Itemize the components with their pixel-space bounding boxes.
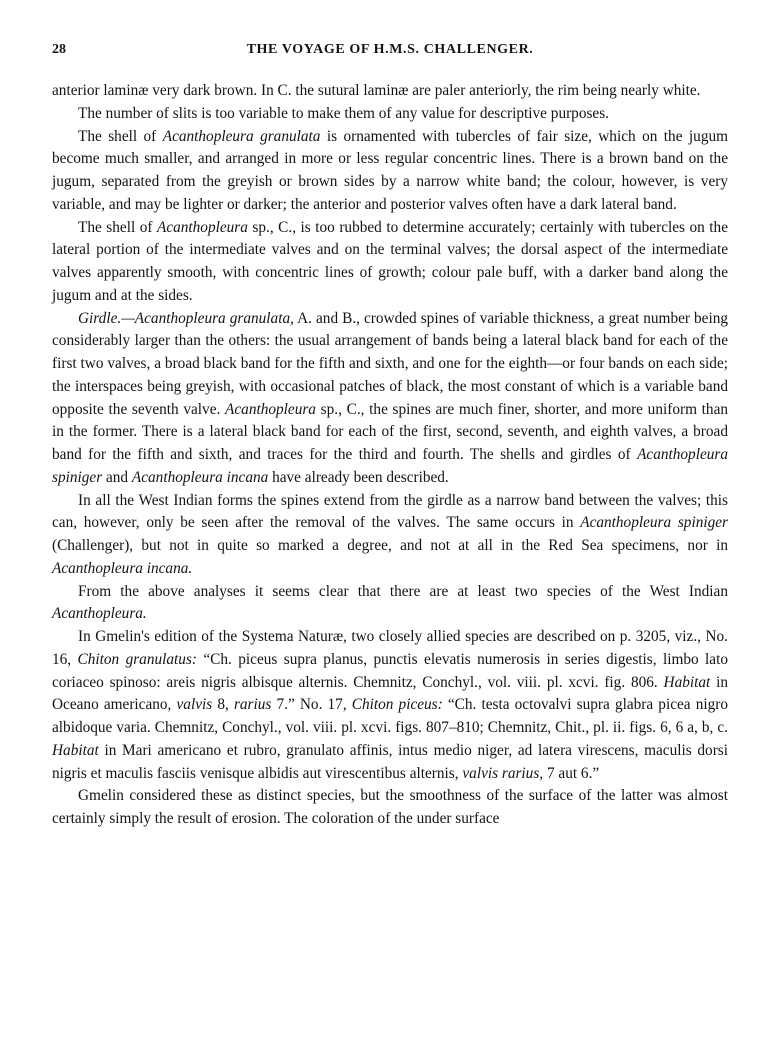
text-run: 7.” No. 17, bbox=[271, 696, 352, 714]
italic-run: Acanthopleura spiniger bbox=[52, 446, 728, 486]
body-paragraph bbox=[52, 217, 728, 308]
text-run: From the above analyses it seems clear that there are at least two species of the West Indian bbox=[78, 582, 728, 600]
body-paragraph bbox=[52, 308, 728, 490]
italic-run: Acanthopleura bbox=[156, 218, 248, 236]
italic-run: Habitat bbox=[52, 741, 99, 759]
running-header bbox=[52, 42, 728, 66]
body-paragraph bbox=[52, 626, 728, 785]
italic-run: Acanthopleura bbox=[225, 400, 316, 418]
text-run: sp., C., the spines are much finer, shorter, and more uniform than in the former. There is a lateral black band for each of the first, second, seventh, and eighth valves, a broad band for the fifth and sixth, and traces for the third and fourth. The shells and girdles of bbox=[52, 400, 729, 463]
text-run: in Oceano americano, bbox=[52, 673, 728, 714]
italic-run: Acanthopleura spiniger bbox=[580, 514, 728, 532]
text-run: in Mari americano et rubro, granulato affinis, intus medio niger, ad latera virescens, maculis dorsi nigris et maculis fasciis venisque albidis aut virescentibus alternis, bbox=[52, 741, 728, 782]
italic-run: Acanthopleura incana. bbox=[52, 559, 193, 577]
italic-run: Chiton piceus: bbox=[351, 696, 443, 714]
body-paragraph bbox=[52, 103, 728, 126]
running-title: THE VOYAGE OF H.M.S. CHALLENGER. bbox=[246, 42, 534, 57]
text-run: The shell of bbox=[78, 127, 163, 145]
text-run: have already been described. bbox=[268, 468, 449, 486]
body-paragraph bbox=[52, 126, 728, 217]
italic-run: Chiton granulatus: bbox=[77, 650, 197, 668]
italic-run: rarius bbox=[233, 696, 272, 714]
text-run: “Ch. testa octovalvi supra glabra picea nigro albidoque varia. Chemnitz, Conchyl., vol. viii. pl. xcvi. figs. 807–810; Chemnitz, Chit., pl. ii. figs. 6, 6 a, b, c. bbox=[52, 696, 728, 736]
body-paragraph bbox=[52, 581, 728, 627]
text-run: and bbox=[102, 468, 132, 486]
text-run: In all the West Indian forms the spines extend from the girdle as a narrow band between the valves; this can, however, only be seen after the removal of the valves. The same occurs in bbox=[52, 491, 728, 532]
text-run: The shell of bbox=[78, 218, 157, 236]
text-run: Gmelin considered these as distinct species, but the smoothness of the surface of the latter was almost certainly simply the result of erosion. The coloration of the under surface bbox=[52, 787, 728, 827]
page-number: 28 bbox=[52, 42, 66, 57]
text-run: A. and B., crowded spines of variable thickness, a great number being considerably larger than the others: the usual arrangement of bands being a lateral black band for each of the first two valves, a broad black band for the fifth and sixth, and one for the eighth—or four bands on each side; the interspaces being greyish, with occasional patches of black, the most constant of which is a variable band opposite the seventh valve. bbox=[52, 309, 729, 418]
italic-run: valvis bbox=[176, 696, 213, 714]
italic-run: valvis rarius, bbox=[462, 764, 544, 782]
text-run: 7 aut 6.” bbox=[543, 764, 600, 782]
body-text bbox=[52, 80, 728, 831]
text-run: “Ch. piceus supra planus, punctis elevatis numerosis in series digestis, limbo lato coriaceo spinoso: areis nigris albisque alternis. Chemnitz, Conchyl., vol. viii. pl. xcvi. fig. 806. bbox=[52, 650, 728, 691]
text-run: The number of slits is too variable to make them of any value for descriptive purposes. bbox=[78, 104, 609, 122]
text-run: sp., C., is too rubbed to determine accurately; certainly with tubercles on the lateral portion of the intermediate valves and on the terminal valves; the dorsal aspect of the intermediate valves apparently smooth, with concentric lines of growth; colour pale buff, with a darker band along the jugum and at the sides. bbox=[52, 218, 728, 304]
body-paragraph bbox=[52, 490, 728, 581]
text-run: is ornamented with tubercles of fair size, which on the jugum become much smaller, and arranged in more or less regular concentric lines. There is a brown band on the jugum, separated from the greyish or brown sides by a narrow white band; the colour, however, is very variable, and may be lighter or darker; the anterior and posterior valves often have a dark lateral band. bbox=[52, 127, 729, 213]
italic-run: Acanthopleura incana bbox=[131, 468, 269, 486]
body-paragraph bbox=[52, 785, 728, 831]
text-run: In Gmelin's edition of the Systema Naturæ, two closely allied species are described on p. 3205, viz., No. 16, bbox=[52, 628, 728, 668]
italic-run: Acanthopleura granulata bbox=[162, 127, 321, 145]
body-paragraph bbox=[52, 80, 728, 103]
text-run: (Challenger), but not in quite so marked a degree, and not at all in the Red Sea specimens, nor in bbox=[52, 537, 728, 554]
italic-run: Girdle.—Acanthopleura granulata, bbox=[78, 309, 294, 327]
italic-run: Habitat bbox=[663, 673, 711, 691]
italic-run: Acanthopleura. bbox=[52, 605, 147, 623]
page bbox=[52, 42, 728, 831]
text-run: 8, bbox=[212, 696, 234, 714]
text-run: anterior laminæ very dark brown. In C. the sutural laminæ are paler anteriorly, the rim being nearly white. bbox=[52, 82, 701, 99]
